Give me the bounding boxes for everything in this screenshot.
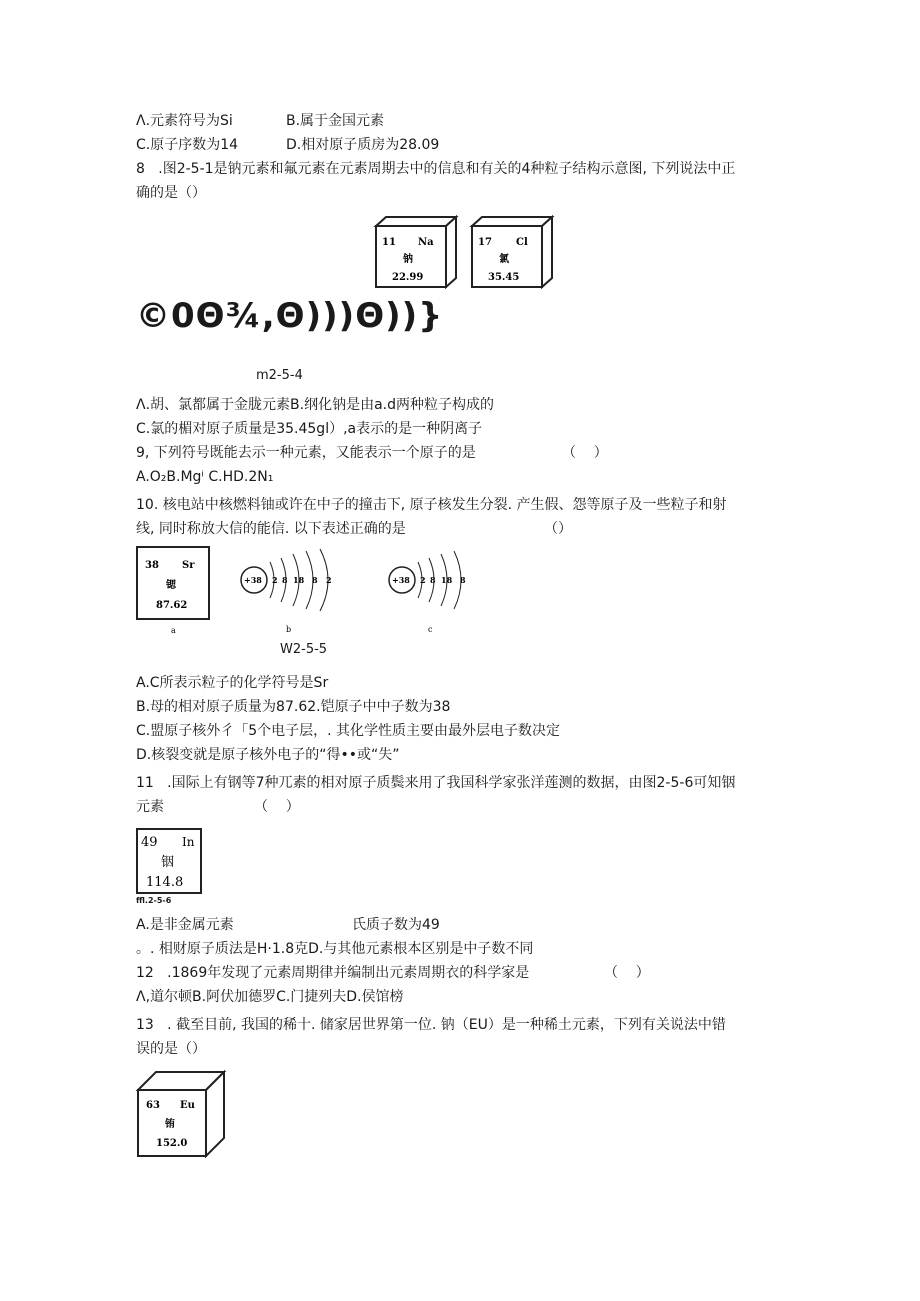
q10-figure-caption: W2-5-5 xyxy=(280,642,328,657)
q11-option-a: A.是非金属元素 xyxy=(136,917,234,933)
element-card-sr xyxy=(134,544,216,636)
sr-symbol: Sr xyxy=(182,560,195,571)
q12-stem: 12 .1869年发现了元素周期律并编制出元素周期衣的科学家是 xyxy=(136,965,530,981)
q8-options-cd: C.氯的楣对原子质量是35.45gl）,a表示的是一种阴离子 xyxy=(136,421,483,437)
q10-answer-paren: （） xyxy=(544,521,572,537)
q13-stem-line1: 13 . 截至目前, 我国的稀十. 储家居世界第一位. 钠（EU）是一种稀土元素，下列有关说法中错 xyxy=(136,1017,726,1033)
q9-options: A.O₂B.Mgⁱ C.HD.2N₁ xyxy=(136,469,274,485)
na-number: 11 xyxy=(382,237,396,248)
sr-mass: 87.62 xyxy=(156,600,188,611)
q8-garbled-particle-diagrams: ©0Θ¾,Θ)))Θ))} xyxy=(136,296,444,336)
eu-name: 铕 xyxy=(165,1119,175,1130)
q12-options: Λ,道尔顿B.阿伏加德罗C.门捷列夫D.侯馆榜 xyxy=(136,989,404,1005)
atom-b-nucleus: +38 xyxy=(244,575,262,585)
q10-stem-line2: 线, 同时称放大信的能信. 以下表述正确的是 xyxy=(136,521,406,537)
na-name: 钠 xyxy=(403,254,413,265)
q8-options-ab: Λ.胡、氯都属于金胧元素B.纲化钠是由a.d两种粒子构成的 xyxy=(136,397,494,413)
q9-answer-paren: （ ） xyxy=(562,445,608,461)
eu-mass: 152.0 xyxy=(156,1138,188,1149)
in-number: 49 xyxy=(141,835,158,850)
eu-symbol: Eu xyxy=(180,1100,195,1111)
sr-name: 锶 xyxy=(166,580,176,591)
eu-number: 63 xyxy=(146,1100,160,1111)
q8-stem-line1: 8 .图2-5-1是钠元素和氟元素在元素周期去中的信息和有关的4种粒子结构示意图, 下列说法中正 xyxy=(136,161,736,177)
atom-b-shell-4: 8 xyxy=(312,575,318,585)
in-symbol: In xyxy=(182,835,195,849)
q11-option-b: 氏质子数为49 xyxy=(352,917,440,933)
cl-symbol: Cl xyxy=(516,237,528,248)
atom-c-label: c xyxy=(428,625,433,634)
atom-c-nucleus: +38 xyxy=(392,575,410,585)
cl-mass: 35.45 xyxy=(488,272,520,283)
atom-b-shell-1: 2 xyxy=(272,575,278,585)
element-cube-eu xyxy=(134,1068,230,1160)
na-symbol: Na xyxy=(418,237,434,248)
q10-option-d: D.核裂变就是原子核外电子的“得••或“失” xyxy=(136,747,400,763)
atom-diagram-b xyxy=(236,548,346,638)
q7-option-c: C.原子序数为14 xyxy=(136,137,239,153)
card-a-label: a xyxy=(171,626,176,635)
sr-number: 38 xyxy=(145,560,159,571)
q10-option-a: A.C所表示粒子的化学符号是Sr xyxy=(136,675,329,691)
q11-figure-caption: ffl.2-5-6 xyxy=(136,896,172,905)
q9-stem: 9, 下列符号既能去示一种元素，又能表示一个原子的是 xyxy=(136,445,476,461)
cl-number: 17 xyxy=(478,237,492,248)
atom-b-shell-3: 18 xyxy=(293,575,305,585)
q12-answer-paren: （ ） xyxy=(604,965,650,981)
atom-b-label: b xyxy=(286,625,292,634)
atom-diagram-c xyxy=(384,548,484,638)
atom-c-shell-1: 2 xyxy=(420,575,426,585)
atom-c-shell-2: 8 xyxy=(430,575,436,585)
element-cube-na xyxy=(372,214,468,290)
q11-stem-line1: 11 .国际上有钢等7种兀素的相对原子质鬓来用了我国科学家张洋莲测的数据，由图2-5-6可知铟 xyxy=(136,775,736,791)
q8-figure-caption: m2-5-4 xyxy=(256,368,303,383)
atom-b-shell-2: 8 xyxy=(282,575,288,585)
q7-option-d: D.相对原子质房为28.09 xyxy=(286,137,440,153)
cl-name: 氯 xyxy=(499,254,509,265)
q11-answer-paren: （ ） xyxy=(254,799,300,815)
na-mass: 22.99 xyxy=(392,272,424,283)
atom-b-shell-5: 2 xyxy=(326,575,332,585)
q10-stem-line1: 10. 核电站中核燃料铀或许在中子的撞击下, 原子核发生分裂. 产生假、怨等原子及一些粒子和射 xyxy=(136,497,727,513)
q11-stem-line2: 元素 xyxy=(136,799,164,815)
in-mass: 114.8 xyxy=(146,875,184,890)
atom-c-shell-3: 18 xyxy=(441,575,453,585)
q8-stem-line2: 确的是（） xyxy=(136,185,206,201)
in-name: 铟 xyxy=(161,855,175,870)
q13-stem-line2: 误的是（） xyxy=(136,1041,206,1057)
q10-option-c: C.盟原子核外彳「5个电子层，. 其化学性质主要由最外层电子数决定 xyxy=(136,723,561,739)
q11-options-cd: 。. 相财原子质法是H·1.8克D.与其他元素根本区别是中子数不同 xyxy=(136,941,534,957)
atom-c-shell-4: 8 xyxy=(460,575,466,585)
q7-option-a: Λ.元素符号为Si xyxy=(136,113,233,129)
element-card-in xyxy=(134,826,206,896)
q10-option-b: B.母的相对原子质量为87.62.铠原子中中子数为38 xyxy=(136,699,451,715)
q7-option-b: B.属于金国元素 xyxy=(286,113,385,129)
element-cube-cl xyxy=(468,214,564,290)
